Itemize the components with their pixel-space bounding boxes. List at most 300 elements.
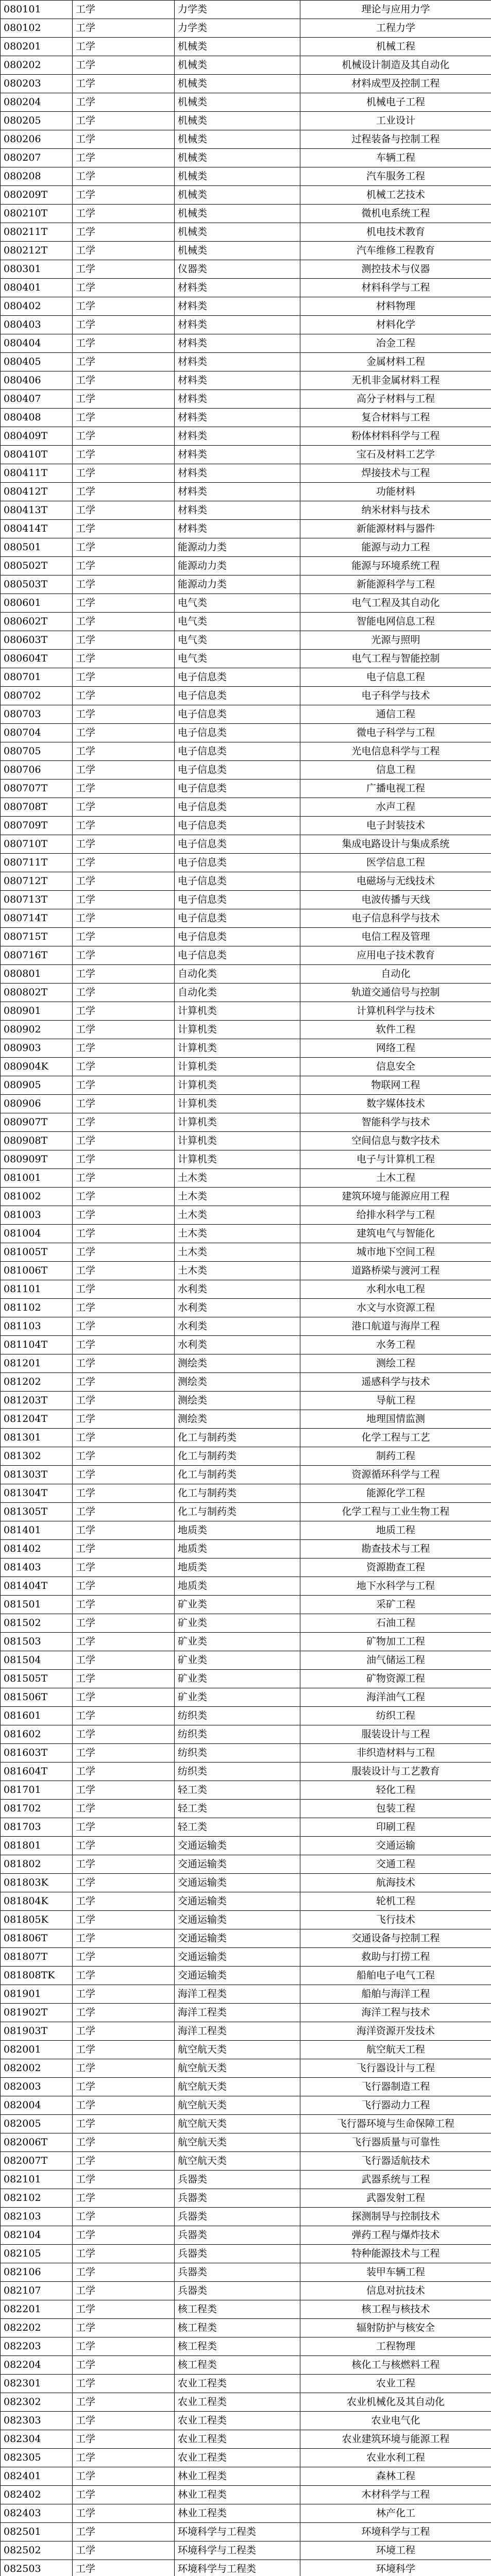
major-name-cell: 勘查技术与工程: [300, 1540, 491, 1558]
discipline-cell: 工学: [73, 2152, 175, 2171]
discipline-cell: 工学: [73, 1021, 175, 1039]
major-category-cell: 交通运输类: [175, 1948, 300, 1967]
major-category-cell: 材料类: [175, 316, 300, 334]
discipline-cell: 工学: [73, 2449, 175, 2467]
major-name-cell: 微机电系统工程: [300, 205, 491, 223]
major-name-cell: 材料物理: [300, 297, 491, 316]
major-category-cell: 机械类: [175, 38, 300, 56]
discipline-cell: 工学: [73, 1577, 175, 1596]
table-row: [1, 1058, 491, 1076]
major-category-cell: 土木类: [175, 1243, 300, 1262]
major-category-cell: 材料类: [175, 520, 300, 538]
discipline-cell: 工学: [73, 19, 175, 38]
major-category-cell: 兵器类: [175, 2245, 300, 2263]
table-row: [1, 186, 491, 205]
major-code-cell: 081201: [1, 1354, 73, 1373]
discipline-cell: 工学: [73, 1762, 175, 1781]
major-category-cell: 环境科学与工程类: [175, 2523, 300, 2541]
major-name-cell: 给排水科学与工程: [300, 1206, 491, 1225]
major-name-cell: 工程力学: [300, 19, 491, 38]
major-name-cell: 网络工程: [300, 1039, 491, 1058]
major-name-cell: 印刷工程: [300, 1818, 491, 1837]
major-code-cell: 080202: [1, 56, 73, 75]
major-category-cell: 环境科学与工程类: [175, 2560, 300, 2576]
major-name-cell: 制药工程: [300, 1447, 491, 1466]
table-row: [1, 1670, 491, 1688]
major-name-cell: 石油工程: [300, 1614, 491, 1633]
table-row: [1, 724, 491, 742]
discipline-cell: 工学: [73, 1503, 175, 1521]
major-name-cell: 轨道交通信号与控制: [300, 984, 491, 1002]
major-code-cell: 081802: [1, 1855, 73, 1874]
discipline-cell: 工学: [73, 2208, 175, 2226]
major-category-cell: 电子信息类: [175, 928, 300, 946]
discipline-cell: 工学: [73, 631, 175, 650]
discipline-cell: 工学: [73, 817, 175, 835]
major-code-cell: 080603T: [1, 631, 73, 650]
table-row: [1, 1484, 491, 1503]
major-category-cell: 电子信息类: [175, 946, 300, 965]
table-row: [1, 631, 491, 650]
discipline-cell: 工学: [73, 984, 175, 1002]
major-category-cell: 地质类: [175, 1558, 300, 1577]
major-category-cell: 纺织类: [175, 1725, 300, 1744]
major-category-cell: 能源动力类: [175, 538, 300, 557]
major-name-cell: 油气储运工程: [300, 1651, 491, 1670]
discipline-cell: 工学: [73, 1484, 175, 1503]
major-category-cell: 航空航天类: [175, 2059, 300, 2078]
major-name-cell: 武器发射工程: [300, 2189, 491, 2208]
discipline-cell: 工学: [73, 205, 175, 223]
discipline-cell: 工学: [73, 2096, 175, 2115]
major-category-cell: 核工程类: [175, 2300, 300, 2319]
major-category-cell: 测绘类: [175, 1392, 300, 1410]
discipline-cell: 工学: [73, 872, 175, 891]
major-code-cell: 080709T: [1, 817, 73, 835]
discipline-cell: 工学: [73, 1466, 175, 1484]
major-name-cell: 矿物加工工程: [300, 1633, 491, 1651]
table-row: [1, 2115, 491, 2133]
table-row: [1, 2133, 491, 2152]
major-name-cell: 能源化学工程: [300, 1484, 491, 1503]
discipline-cell: 工学: [73, 761, 175, 779]
major-category-cell: 材料类: [175, 446, 300, 464]
discipline-cell: 工学: [73, 2189, 175, 2208]
discipline-cell: 工学: [73, 2226, 175, 2245]
major-code-cell: 080909T: [1, 1150, 73, 1169]
discipline-cell: 工学: [73, 1985, 175, 2004]
discipline-cell: 工学: [73, 130, 175, 149]
major-code-cell: 082401: [1, 2467, 73, 2486]
table-row: [1, 872, 491, 891]
major-code-cell: 081301: [1, 1429, 73, 1447]
discipline-cell: 工学: [73, 446, 175, 464]
table-row: [1, 1837, 491, 1855]
major-category-cell: 电气类: [175, 613, 300, 631]
major-category-cell: 矿业类: [175, 1596, 300, 1614]
major-code-cell: 081807T: [1, 1948, 73, 1967]
major-category-cell: 兵器类: [175, 2208, 300, 2226]
major-category-cell: 交通运输类: [175, 1855, 300, 1874]
major-category-cell: 农业工程类: [175, 2393, 300, 2412]
major-category-cell: 机械类: [175, 112, 300, 130]
major-category-cell: 计算机类: [175, 1076, 300, 1095]
discipline-cell: 工学: [73, 1206, 175, 1225]
major-code-cell: 082403: [1, 2504, 73, 2523]
major-category-cell: 交通运输类: [175, 1837, 300, 1855]
table-row: [1, 2096, 491, 2115]
major-name-cell: 地理国情监测: [300, 1410, 491, 1429]
table-row: [1, 1633, 491, 1651]
discipline-cell: 工学: [73, 334, 175, 353]
discipline-cell: 工学: [73, 93, 175, 112]
major-code-cell: 080301: [1, 260, 73, 279]
table-row: [1, 835, 491, 854]
discipline-cell: 工学: [73, 557, 175, 575]
major-name-cell: 纳米材料与技术: [300, 501, 491, 520]
major-code-cell: 082105: [1, 2245, 73, 2263]
major-name-cell: 农业建筑环境与能源工程: [300, 2430, 491, 2449]
table-row: [1, 946, 491, 965]
table-row: [1, 594, 491, 613]
major-name-cell: 粉体材料科学与工程: [300, 427, 491, 446]
major-category-cell: 材料类: [175, 409, 300, 427]
discipline-cell: 工学: [73, 2467, 175, 2486]
discipline-cell: 工学: [73, 2541, 175, 2560]
major-code-cell: 082106: [1, 2263, 73, 2282]
table-row: [1, 1317, 491, 1336]
table-row: [1, 1577, 491, 1596]
table-row: [1, 761, 491, 779]
major-category-cell: 能源动力类: [175, 575, 300, 594]
discipline-cell: 工学: [73, 353, 175, 371]
major-category-cell: 航空航天类: [175, 2078, 300, 2096]
discipline-cell: 工学: [73, 2282, 175, 2300]
major-name-cell: 农业电气化: [300, 2412, 491, 2430]
major-name-cell: 特种能源技术与工程: [300, 2245, 491, 2263]
major-category-cell: 测绘类: [175, 1410, 300, 1429]
major-code-cell: 081103: [1, 1317, 73, 1336]
table-row: [1, 1039, 491, 1058]
major-name-cell: 核工程与核技术: [300, 2300, 491, 2319]
major-category-cell: 化工与制药类: [175, 1466, 300, 1484]
major-name-cell: 飞行器质量与可靠性: [300, 2133, 491, 2152]
major-category-cell: 电子信息类: [175, 705, 300, 724]
major-name-cell: 通信工程: [300, 705, 491, 724]
table-row: [1, 2152, 491, 2171]
discipline-cell: 工学: [73, 1596, 175, 1614]
major-category-cell: 材料类: [175, 353, 300, 371]
major-category-cell: 电子信息类: [175, 761, 300, 779]
major-code-cell: 080207: [1, 149, 73, 167]
major-code-cell: 080707T: [1, 779, 73, 798]
discipline-cell: 工学: [73, 371, 175, 390]
discipline-cell: 工学: [73, 112, 175, 130]
table-row: [1, 1262, 491, 1280]
major-code-cell: 082007T: [1, 2152, 73, 2171]
major-category-cell: 土木类: [175, 1206, 300, 1225]
major-category-cell: 地质类: [175, 1540, 300, 1558]
major-category-cell: 海洋工程类: [175, 1985, 300, 2004]
major-name-cell: 水文与水资源工程: [300, 1299, 491, 1317]
major-category-cell: 测绘类: [175, 1373, 300, 1392]
major-name-cell: 交通运输: [300, 1837, 491, 1855]
table-row: [1, 223, 491, 242]
major-code-cell: 080205: [1, 112, 73, 130]
major-category-cell: 化工与制药类: [175, 1429, 300, 1447]
table-row: [1, 1911, 491, 1929]
major-category-cell: 林业工程类: [175, 2467, 300, 2486]
table-row: [1, 112, 491, 130]
table-row: [1, 1558, 491, 1577]
table-row: [1, 1762, 491, 1781]
discipline-cell: 工学: [73, 1095, 175, 1113]
table-row: [1, 2486, 491, 2504]
table-row: [1, 1392, 491, 1410]
major-category-cell: 农业工程类: [175, 2449, 300, 2467]
major-code-cell: 080405: [1, 353, 73, 371]
major-code-cell: 080704: [1, 724, 73, 742]
major-code-cell: 081102: [1, 1299, 73, 1317]
discipline-cell: 工学: [73, 1837, 175, 1855]
major-name-cell: 环境科学与工程: [300, 2523, 491, 2541]
table-row: [1, 798, 491, 817]
major-code-cell: 080711T: [1, 854, 73, 872]
discipline-cell: 工学: [73, 2041, 175, 2059]
discipline-cell: 工学: [73, 928, 175, 946]
major-code-cell: 082103: [1, 2208, 73, 2226]
major-name-cell: 农业机械化及其自动化: [300, 2393, 491, 2412]
major-code-cell: 080402: [1, 297, 73, 316]
major-name-cell: 船舶电子电气工程: [300, 1967, 491, 1985]
major-name-cell: 车辆工程: [300, 149, 491, 167]
major-name-cell: 材料化学: [300, 316, 491, 334]
discipline-cell: 工学: [73, 1911, 175, 1929]
major-code-cell: 080404: [1, 334, 73, 353]
discipline-cell: 工学: [73, 1262, 175, 1280]
major-code-cell: 080903: [1, 1039, 73, 1058]
major-name-cell: 飞行器制造工程: [300, 2078, 491, 2096]
major-name-cell: 空间信息与数字技术: [300, 1132, 491, 1150]
table-row: [1, 1466, 491, 1484]
major-name-cell: 矿物资源工程: [300, 1670, 491, 1688]
major-name-cell: 电子与计算机工程: [300, 1150, 491, 1169]
major-name-cell: 能源与环境系统工程: [300, 557, 491, 575]
major-category-cell: 电气类: [175, 594, 300, 613]
major-category-cell: 矿业类: [175, 1651, 300, 1670]
major-code-cell: 080501: [1, 538, 73, 557]
major-code-cell: 080412T: [1, 483, 73, 501]
discipline-cell: 工学: [73, 1651, 175, 1670]
major-category-cell: 材料类: [175, 464, 300, 483]
major-name-cell: 电子科学与技术: [300, 687, 491, 705]
discipline-cell: 工学: [73, 2171, 175, 2189]
table-row: [1, 334, 491, 353]
discipline-cell: 工学: [73, 1336, 175, 1354]
major-name-cell: 采矿工程: [300, 1596, 491, 1614]
major-code-cell: 080601: [1, 594, 73, 613]
major-name-cell: 新能源科学与工程: [300, 575, 491, 594]
major-code-cell: 081703: [1, 1818, 73, 1837]
major-code-cell: 080208: [1, 167, 73, 186]
major-code-cell: 082001: [1, 2041, 73, 2059]
major-name-cell: 测控技术与仪器: [300, 260, 491, 279]
major-code-cell: 081805K: [1, 1911, 73, 1929]
major-name-cell: 电气工程及其自动化: [300, 594, 491, 613]
discipline-cell: 工学: [73, 167, 175, 186]
major-category-cell: 电子信息类: [175, 687, 300, 705]
major-name-cell: 光电信息科学与工程: [300, 742, 491, 761]
major-category-cell: 机械类: [175, 130, 300, 149]
major-code-cell: 082302: [1, 2393, 73, 2412]
table-row: [1, 538, 491, 557]
major-code-cell: 080408: [1, 409, 73, 427]
major-category-cell: 海洋工程类: [175, 2004, 300, 2022]
discipline-cell: 工学: [73, 854, 175, 872]
major-code-cell: 080706: [1, 761, 73, 779]
major-name-cell: 港口航道与海岸工程: [300, 1317, 491, 1336]
table-row: [1, 1596, 491, 1614]
major-name-cell: 水务工程: [300, 1336, 491, 1354]
major-code-cell: 080715T: [1, 928, 73, 946]
major-name-cell: 电子封装技术: [300, 817, 491, 835]
major-name-cell: 机械工程: [300, 38, 491, 56]
major-category-cell: 纺织类: [175, 1762, 300, 1781]
major-category-cell: 仪器类: [175, 260, 300, 279]
table-row: [1, 1299, 491, 1317]
major-name-cell: 工程物理: [300, 2337, 491, 2356]
major-category-cell: 材料类: [175, 427, 300, 446]
major-name-cell: 建筑环境与能源应用工程: [300, 1188, 491, 1206]
major-name-cell: 汽车维修工程教育: [300, 242, 491, 260]
discipline-cell: 工学: [73, 1058, 175, 1076]
major-category-cell: 纺织类: [175, 1707, 300, 1725]
major-name-cell: 遥感科学与技术: [300, 1373, 491, 1392]
major-category-cell: 电子信息类: [175, 668, 300, 687]
major-category-cell: 土木类: [175, 1169, 300, 1188]
major-code-cell: 081504: [1, 1651, 73, 1670]
major-code-cell: 081204T: [1, 1410, 73, 1429]
major-category-cell: 测绘类: [175, 1354, 300, 1373]
major-name-cell: 环境科学: [300, 2560, 491, 2576]
major-name-cell: 木材科学与工程: [300, 2486, 491, 2504]
major-code-cell: 080502T: [1, 557, 73, 575]
major-code-cell: 080604T: [1, 650, 73, 668]
major-name-cell: 化学工程与工业生物工程: [300, 1503, 491, 1521]
discipline-cell: 工学: [73, 2319, 175, 2337]
major-name-cell: 飞行器适航技术: [300, 2152, 491, 2171]
discipline-cell: 工学: [73, 724, 175, 742]
major-name-cell: 飞行器环境与生命保障工程: [300, 2115, 491, 2133]
discipline-cell: 工学: [73, 260, 175, 279]
discipline-cell: 工学: [73, 835, 175, 854]
table-row: [1, 205, 491, 223]
discipline-cell: 工学: [73, 798, 175, 817]
major-category-cell: 化工与制药类: [175, 1503, 300, 1521]
major-category-cell: 材料类: [175, 279, 300, 297]
discipline-cell: 工学: [73, 390, 175, 409]
major-name-cell: 服装设计与工艺教育: [300, 1762, 491, 1781]
major-code-cell: 080713T: [1, 891, 73, 909]
table-row: [1, 1948, 491, 1967]
table-row: [1, 2022, 491, 2041]
major-name-cell: 资源循环科学与工程: [300, 1466, 491, 1484]
major-code-cell: 080716T: [1, 946, 73, 965]
discipline-cell: 工学: [73, 1410, 175, 1429]
major-category-cell: 林业工程类: [175, 2486, 300, 2504]
major-name-cell: 智能电网信息工程: [300, 613, 491, 631]
table-row: [1, 557, 491, 575]
discipline-cell: 工学: [73, 1188, 175, 1206]
major-category-cell: 电子信息类: [175, 724, 300, 742]
major-name-cell: 广播电视工程: [300, 779, 491, 798]
major-name-cell: 飞行器设计与工程: [300, 2059, 491, 2078]
major-category-cell: 机械类: [175, 186, 300, 205]
discipline-cell: 工学: [73, 1725, 175, 1744]
major-category-cell: 交通运输类: [175, 1967, 300, 1985]
discipline-cell: 工学: [73, 575, 175, 594]
major-code-cell: 082501: [1, 2523, 73, 2541]
table-row: [1, 1503, 491, 1521]
major-code-cell: 080710T: [1, 835, 73, 854]
discipline-cell: 工学: [73, 501, 175, 520]
table-row: [1, 779, 491, 798]
table-row: [1, 2467, 491, 2486]
major-category-cell: 兵器类: [175, 2263, 300, 2282]
discipline-cell: 工学: [73, 1633, 175, 1651]
major-category-cell: 农业工程类: [175, 2375, 300, 2393]
major-code-cell: 080201: [1, 38, 73, 56]
major-category-cell: 矿业类: [175, 1670, 300, 1688]
major-code-cell: 081001: [1, 1169, 73, 1188]
major-code-cell: 082303: [1, 2412, 73, 2430]
table-row: [1, 2504, 491, 2523]
major-name-cell: 船舶与海洋工程: [300, 1985, 491, 2004]
major-code-cell: 080211T: [1, 223, 73, 242]
major-name-cell: 能源与动力工程: [300, 538, 491, 557]
major-code-cell: 081305T: [1, 1503, 73, 1521]
major-category-cell: 计算机类: [175, 1132, 300, 1150]
discipline-cell: 工学: [73, 946, 175, 965]
major-category-cell: 交通运输类: [175, 1929, 300, 1948]
major-name-cell: 包装工程: [300, 1800, 491, 1818]
discipline-cell: 工学: [73, 1354, 175, 1373]
discipline-cell: 工学: [73, 2430, 175, 2449]
major-code-cell: 082202: [1, 2319, 73, 2337]
table-row: [1, 891, 491, 909]
major-category-cell: 电子信息类: [175, 909, 300, 928]
discipline-cell: 工学: [73, 149, 175, 167]
major-code-cell: 081003: [1, 1206, 73, 1225]
table-row: [1, 1967, 491, 1985]
major-code-cell: 081202: [1, 1373, 73, 1392]
major-code-cell: 080204: [1, 93, 73, 112]
major-code-cell: 081402: [1, 1540, 73, 1558]
major-code-cell: 080905: [1, 1076, 73, 1095]
major-code-cell: 080904K: [1, 1058, 73, 1076]
table-row: [1, 353, 491, 371]
table-row: [1, 75, 491, 93]
major-name-cell: 软件工程: [300, 1021, 491, 1039]
table-row: [1, 2430, 491, 2449]
major-category-cell: 交通运输类: [175, 1911, 300, 1929]
major-code-cell: 080801: [1, 965, 73, 984]
discipline-cell: 工学: [73, 1392, 175, 1410]
discipline-cell: 工学: [73, 538, 175, 557]
major-name-cell: 新能源材料与器件: [300, 520, 491, 538]
major-code-cell: 080708T: [1, 798, 73, 817]
discipline-cell: 工学: [73, 520, 175, 538]
